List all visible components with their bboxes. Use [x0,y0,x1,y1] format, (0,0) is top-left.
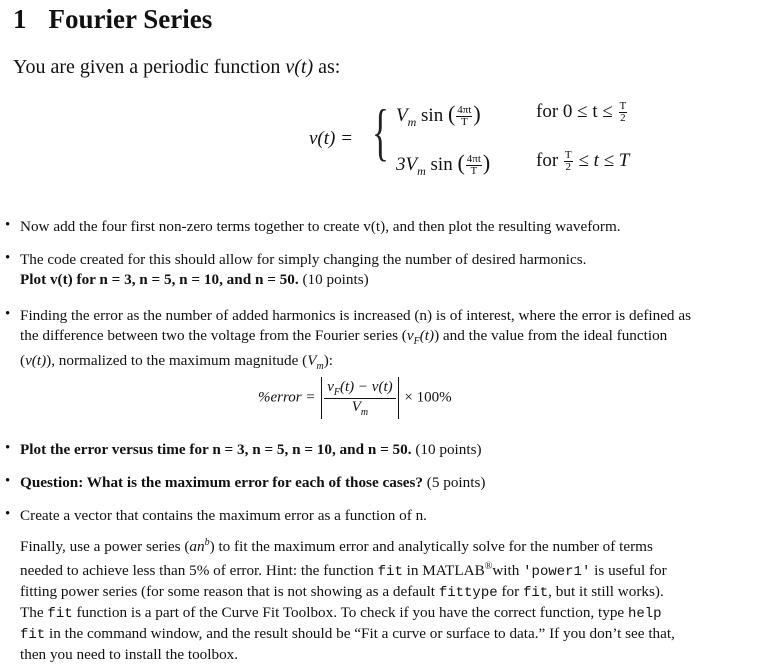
left-brace: { [372,96,389,167]
bullet-item-5: Question: What is the maximum error for each of those cases? (5 points) [20,474,486,491]
bullet-dot: • [5,473,11,489]
bullet-item-2: The code created for this should allow for simply changing the number of desired harmonics. Plot v(t) for n = 3, n = 5, n = 10, and n = 50. (10 points) [20,251,587,288]
piecewise-cond-1: for 0 ≤ t ≤ $\frac{T}{2}$ [536,100,627,125]
piecewise-cond-2: for $\frac{T}{2}$ ≤ t ≤ T [536,149,630,174]
bullet-dot: • [5,217,11,233]
bullet-dot: • [5,306,11,322]
bullet-dot: • [5,440,11,456]
piecewise-case-1: $V_m$ sin ( $\frac{4\pi t}{T}$ ) [396,101,481,129]
section-heading [13,4,212,35]
bullet-item-1: Now add the four first non-zero terms together to create v(t), and then plot the resulting waveform. [20,218,621,235]
final-paragraph: Finally, use a power series $(an^b)$ to fit the maximum error and analytically solve for the number of terms needed to achieve less than 5% of error. Hint: the function fit in MATLAB®with 'power1' is useful for fitting power series (for some reason that is not showing as a default fittype for fit, but it still works). The fit function is a part of the Curve Fit Toolbox. To check if you have the correct function, type help fit in the command window, and the result should be “Fit a curve or surface to data.” If you don’t see that, then you need to install the toolbox. [20,537,675,664]
bullet-item-4: Plot the error versus time for n = 3, n = 5, n = 10, and n = 50. (10 points) [20,441,482,458]
error-equation: %error = $\frac{v_F(t) - v(t)}{V_m}$ × 100% [258,378,452,418]
piecewise-case-2: $3V_m$ sin ( $\frac{4\pi t}{T}$ ) [396,150,491,178]
piecewise-lhs: v(t) = [309,128,353,149]
intro-text: You are given a periodic function v(t) as: [13,56,341,78]
bullet-item-6: Create a vector that contains the maximum error as a function of n. [20,507,427,524]
bullet-item-3: Finding the error as the number of added harmonics is increased (n) is of interest, where the error is defined as the difference between two the voltage from the Fourier series $(v_F(t))$ and the value from the ideal function (v(t)), normalized to the maximum magnitude $(V_m)$: [20,307,691,373]
bullet-dot: • [5,250,11,266]
section-title: Fourier Series [48,4,213,34]
bullet-dot: • [5,506,11,522]
section-number: 1 [13,4,27,34]
